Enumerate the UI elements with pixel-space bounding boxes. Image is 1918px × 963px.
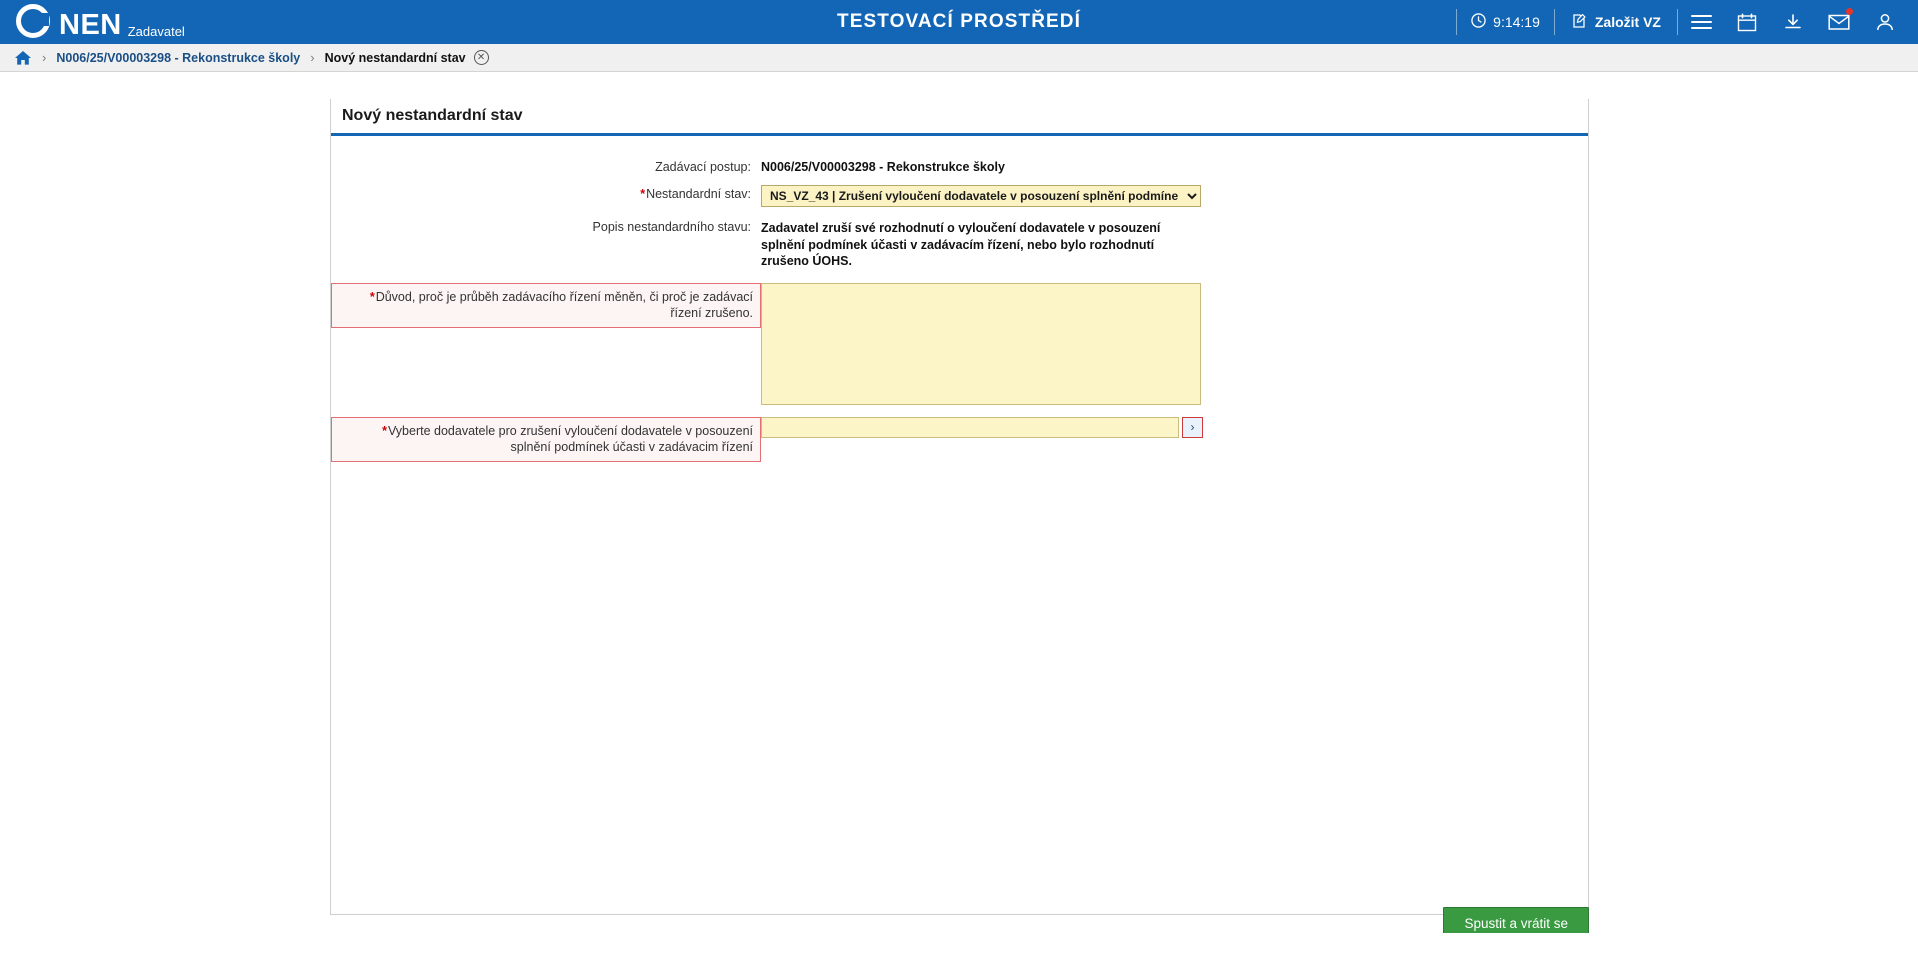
procurement-label: Zadávací postup: <box>655 160 751 174</box>
form-body <box>331 136 1588 914</box>
submit-button[interactable]: Spustit a vrátit se <box>1443 907 1589 940</box>
user-account-icon[interactable] <box>1862 0 1908 44</box>
download-icon[interactable] <box>1770 0 1816 44</box>
brand[interactable] <box>0 4 230 40</box>
row-description <box>331 218 1588 270</box>
chevron-right-icon[interactable]: › <box>1182 417 1203 438</box>
top-bar-actions <box>1456 0 1918 44</box>
edit-document-icon <box>1571 13 1587 32</box>
row-supplier <box>331 417 1588 462</box>
notification-badge <box>1846 8 1853 15</box>
create-procurement-button[interactable] <box>1555 9 1678 35</box>
row-reason <box>331 283 1588 405</box>
brand-subtitle: Zadavatel <box>127 24 185 39</box>
home-icon[interactable] <box>14 50 32 66</box>
breadcrumb-link-procurement[interactable]: N006/25/V00003298 - Rekonstrukce školy <box>56 50 301 65</box>
state-select[interactable] <box>761 185 1201 207</box>
clock-icon <box>1471 13 1486 31</box>
required-marker-supplier: * <box>382 423 387 438</box>
row-procurement <box>331 158 1588 174</box>
clock-time: 9:14:19 <box>1493 14 1540 30</box>
create-procurement-label: Založit VZ <box>1594 14 1661 30</box>
row-state <box>331 185 1588 207</box>
hamburger-menu-icon[interactable] <box>1678 0 1724 44</box>
supplier-input[interactable] <box>761 417 1179 438</box>
breadcrumb-current-page: Nový nestandardní stav <box>324 50 466 65</box>
description-label: Popis nestandardního stavu: <box>592 220 751 234</box>
bottom-strip <box>0 933 1918 962</box>
breadcrumb-separator: › <box>42 50 47 65</box>
required-marker-reason: * <box>369 289 375 304</box>
supplier-label: *Vyberte dodavatele pro zrušení vyloučení dodavatele v posouzení splnění podmínek účasti v zadávacim řízení <box>331 417 761 462</box>
mail-icon[interactable] <box>1816 0 1862 44</box>
clock <box>1456 9 1555 35</box>
page-content <box>0 72 1918 962</box>
procurement-value: N006/25/V00003298 - Rekonstrukce školy <box>761 160 1005 174</box>
description-value: Zadavatel zruší své rozhodnutí o vyloučení dodavatele v posouzení splnění podmínek účasti v zadávacím řízení, nebo bylo rozhodnutí zrušeno ÚOHS. <box>761 221 1161 268</box>
nen-logo-icon <box>16 4 50 38</box>
close-icon[interactable]: ✕ <box>474 50 489 65</box>
reason-textarea[interactable] <box>761 283 1201 405</box>
supplier-picker <box>761 417 1203 438</box>
environment-title: TESTOVACÍ PROSTŘEDÍ <box>836 11 1081 32</box>
form-panel <box>330 99 1589 915</box>
required-marker: * <box>640 187 646 201</box>
top-bar <box>0 0 1918 44</box>
page-title: Nový nestandardní stav <box>331 99 1588 136</box>
calendar-icon[interactable] <box>1724 0 1770 44</box>
brand-name: NEN <box>59 9 122 41</box>
reason-label: *Důvod, proč je průběh zadávacího řízení měněn, či proč je zadávací řízení zrušeno. <box>331 283 761 328</box>
breadcrumb-separator-2: › <box>310 50 315 65</box>
breadcrumb <box>0 44 1918 72</box>
state-label: *Nestandardní stav: <box>640 187 751 201</box>
